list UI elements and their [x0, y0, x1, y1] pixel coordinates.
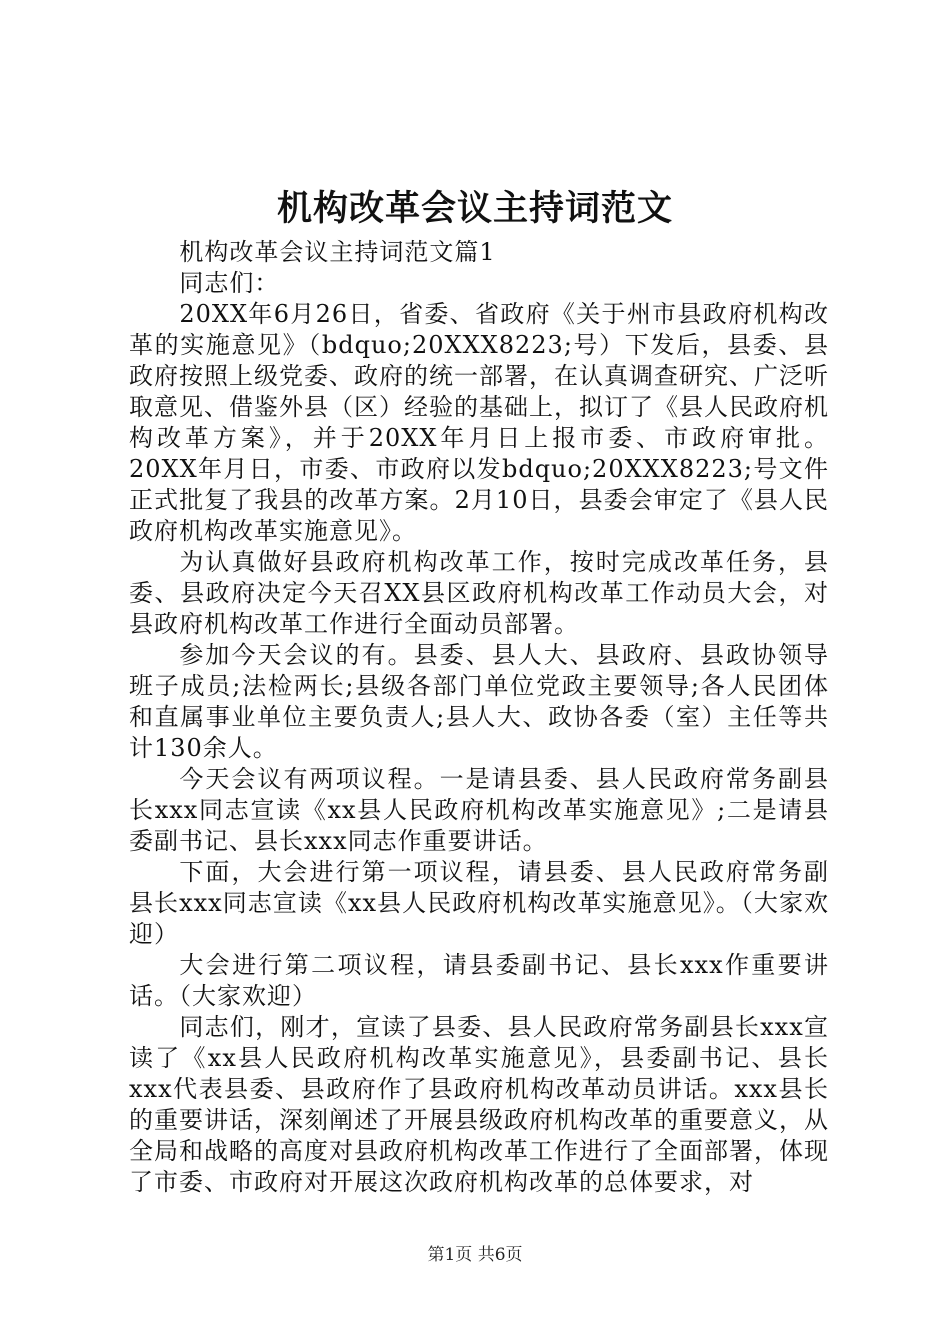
paragraph-purpose: 为认真做好县政府机构改革工作，按时完成改革任务，县委、县政府决定今天召XX县区政府机构改革工作动员大会，对县政府机构改革工作进行全面动员部署。 [129, 548, 829, 638]
paragraph-agenda: 今天会议有两项议程。一是请县委、县人民政府常务副县长xxx同志宣读《xx县人民政府机构改革实施意见》;二是请县委副书记、县长xxx同志作重要讲话。 [129, 765, 829, 855]
paragraph-first-item: 下面，大会进行第一项议程，请县委、县人民政府常务副县长xxx同志宣读《xx县人民政府机构改革实施意见》。（大家欢迎） [129, 858, 829, 948]
salutation: 同志们： [179, 269, 280, 297]
paragraph-second-item: 大会进行第二项议程，请县委副书记、县长xxx作重要讲话。（大家欢迎） [129, 951, 829, 1010]
paragraph-attendees: 参加今天会议的有。县委、县人大、县政府、县政协领导班子成员;法检两长;县级各部门单位党政主要领导;各人民团体和直属事业单位主要负责人;县人大、政协各委（室）主任等共计130余人。 [129, 641, 829, 762]
document-body [129, 237, 829, 1198]
paragraph-summary: 同志们，刚才，宣读了县委、县人民政府常务副县长xxx宣读了《xx县人民政府机构改革实施意见》，县委副书记、县长xxx代表县委、县政府作了县政府机构改革动员讲话。xxx县长的重要讲话，深刻阐述了开展县级政府机构改革的重要意义，从全局和战略的高度对县政府机构改革工作进行了全面部署，体现了市委、市政府对开展这次政府机构改革的总体要求，对 [129, 1013, 829, 1196]
page-footer: 第1页 共6页 [427, 1245, 523, 1265]
section-heading: 机构改革会议主持词范文篇1 [179, 238, 496, 266]
paragraph-background: 20XX年6月26日，省委、省政府《关于州市县政府机构改革的实施意见》（bdquo;20XXX8223;号）下发后，县委、县政府按照上级党委、政府的统一部署，在认真调查研究、广泛听取意见、借鉴外县（区）经验的基础上，拟订了《县人民政府机构改革方案》，并于20XX年月日上报市委、市政府审批。20XX年月日，市委、市政府以发bdquo;20XXX8223;号文件正式批复了我县的改革方案。2月10日，县委会审定了《县人民政府机构改革实施意见》。 [129, 300, 829, 545]
page-title: 机构改革会议主持词范文 [276, 188, 673, 229]
